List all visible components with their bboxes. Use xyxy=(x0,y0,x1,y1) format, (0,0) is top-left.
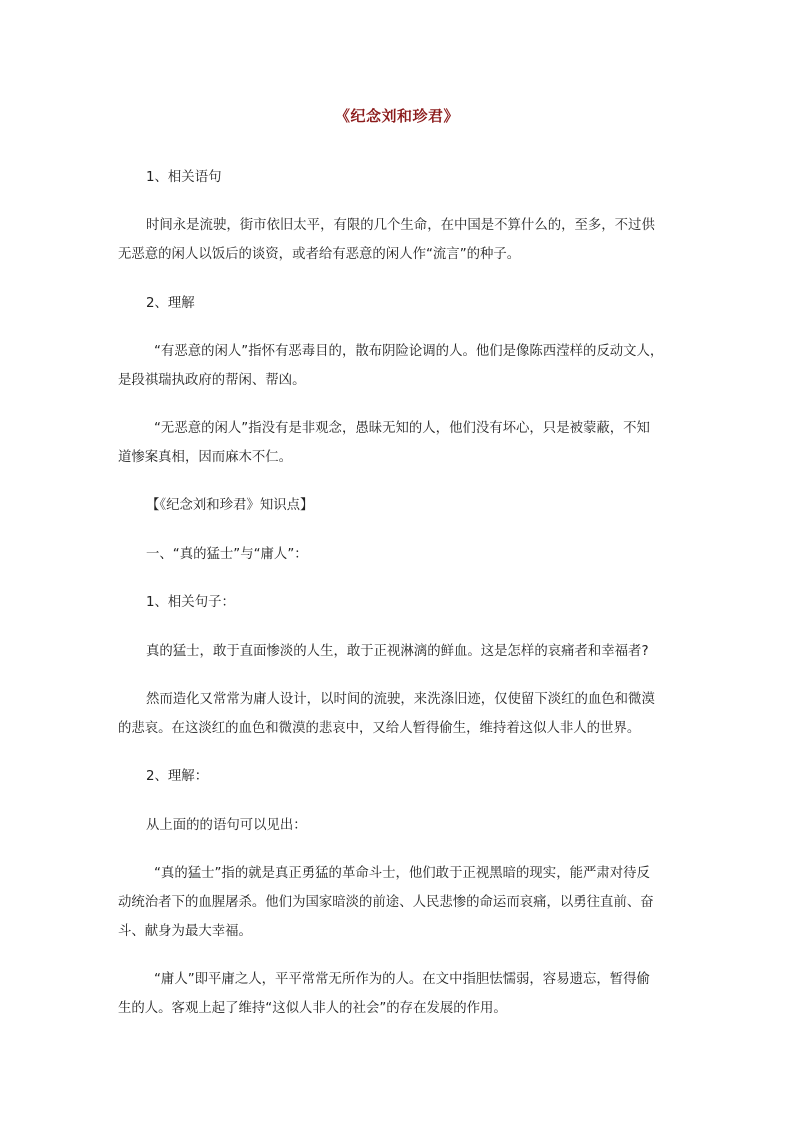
paragraph-line: “真的猛士”指的就是真正勇猛的革命斗士，他们敢于正视黑暗的现实，能严肃对待反 xyxy=(154,866,650,881)
paragraph-line: 道惨案真相，因而麻木不仁。 xyxy=(118,450,293,465)
section-heading-knowledge-points: 【《纪念刘和珍君》知识点】 xyxy=(146,498,314,513)
heading-understanding-1: 2、理解 xyxy=(146,296,195,311)
paragraph-line: 斗、献身为最大幸福。 xyxy=(118,924,252,939)
paragraph-line: “有恶意的闲人”指怀有恶毒目的，散布阴险论调的人。他们是像陈西滢样的反动文人， xyxy=(154,344,664,359)
paragraph-line: 从上面的的语句可以见出： xyxy=(146,818,307,833)
heading-related-sentences-1: 1、相关语句 xyxy=(146,170,222,185)
paragraph-line: 的悲哀。在这淡红的血色和微漠的悲哀中，又给人暂得偷生，维持着这似人非人的世界。 xyxy=(118,721,641,736)
page-title: 《纪念刘和珍君》 xyxy=(334,107,459,125)
paragraph-line: “庸人”即平庸之人，平平常常无所作为的人。在文中指胆怯懦弱，容易遗忘，暂得偷 xyxy=(154,972,650,987)
paragraph-line: 无恶意的闲人以饭后的谈资，或者给有恶意的闲人作“流言”的种子。 xyxy=(118,247,521,262)
paragraph-line: “无恶意的闲人”指没有是非观念，愚昧无知的人，他们没有坏心，只是被蒙蔽，不知 xyxy=(154,421,650,436)
paragraph-line: 然而造化又常常为庸人设计，以时间的流驶，来洗涤旧迹，仅使留下淡红的血色和微漠 xyxy=(146,692,655,707)
heading-related-sentences-2: 1、相关句子： xyxy=(146,595,235,610)
subsection-heading: 一、“真的猛士”与“庸人”： xyxy=(146,547,308,562)
paragraph-line: 生的人。客观上起了维持“这似人非人的社会”的存在发展的作用。 xyxy=(118,1001,507,1016)
paragraph-line: 真的猛士，敢于直面惨淡的人生，敢于正视淋漓的鲜血。这是怎样的哀痛者和幸福者? xyxy=(146,644,649,659)
paragraph-line: 时间永是流驶，街市依旧太平，有限的几个生命，在中国是不算什么的，至多，不过供 xyxy=(146,218,655,233)
heading-understanding-2: 2、理解： xyxy=(146,769,209,784)
paragraph-line: 是段祺瑞执政府的帮闲、帮凶。 xyxy=(118,373,306,388)
paragraph-line: 动统治者下的血腥屠杀。他们为国家暗淡的前途、人民悲惨的命运而哀痛，以勇往直前、奋 xyxy=(118,895,654,910)
